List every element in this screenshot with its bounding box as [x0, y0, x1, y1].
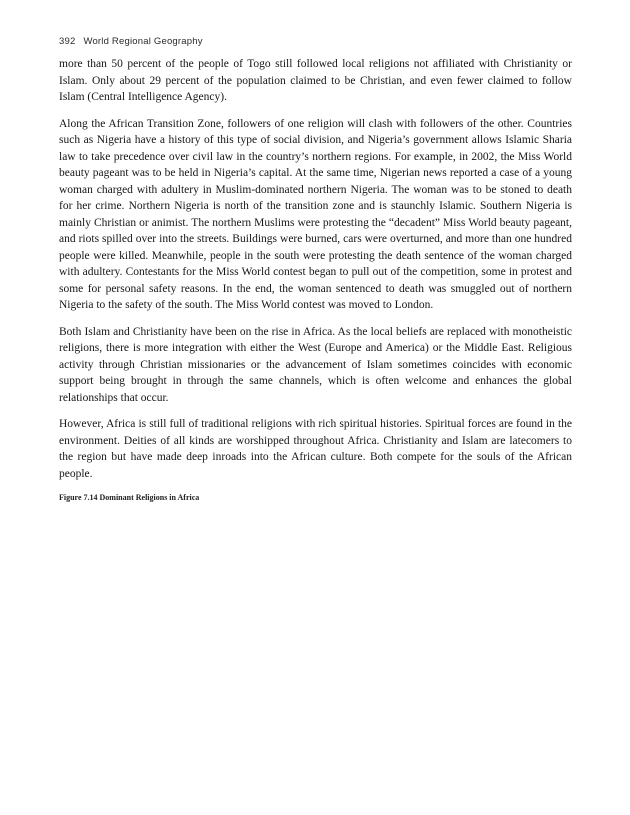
- page-header: [59, 36, 572, 48]
- page-body: [59, 56, 572, 482]
- running-title: World Regional Geography: [83, 36, 203, 47]
- figure-caption: Figure 7.14 Dominant Religions in Africa: [59, 493, 200, 502]
- page-number: 392: [59, 36, 76, 47]
- body-paragraph: more than 50 percent of the people of Togo still followed local religions not affiliated with Christianity or Islam. Only about 29 percent of the population claimed to be Christian, and even fewer claimed to follow Islam (Central Intelligence Agency).: [59, 58, 572, 103]
- body-paragraph: Along the African Transition Zone, followers of one religion will clash with followers of the other. Countries such as Nigeria have a history of this type of social division, and Nigeria’s government allows Islamic Sharia law to take precedence over civil law in the country’s northern regions. For example, in 2002, the Miss World beauty pageant was to be held in Nigeria’s capital. At the same time, Nigerian news reported a case of a young woman charged with adultery in Muslim-dominated northern Nigeria. The woman was to be stoned to death for her crime. Northern Nigeria is north of the transition zone and is staunchly Islamic. Southern Nigeria is mainly Christian or animist. The northern Muslims were protesting the “decadent” Miss World beauty pageant, and riots spilled over into the streets. Buildings were burned, cars were overturned, and more than one hundred people were killed. Meanwhile, people in the south were protesting the death sentence of the woman charged with adultery. Contestants for the Miss World contest began to pull out of the competition, some in protest and some for personal safety reasons. In the end, the woman sentenced to death was smuggled out of northern Nigeria to the safety of the south. The Miss World contest was moved to London.: [59, 117, 572, 311]
- body-paragraph: Both Islam and Christianity have been on the rise in Africa. As the local beliefs are replaced with monotheistic religions, there is more integration with either the West (Europe and America) or the Middle East. Religious activity through Christian missionaries or the advancement of Islam sometimes coincides with economic support being brought in through the same channels, which is often welcome and enhances the global relationships that occur.: [59, 325, 572, 404]
- body-paragraph: However, Africa is still full of traditional religions with rich spiritual histories. Spiritual forces are found in the environment. Deities of all kinds are worshipped throughout Africa. Christianity and Islam are latecomers to the region but have made deep inroads into the African culture. Both compete for the souls of the African people.: [59, 418, 572, 480]
